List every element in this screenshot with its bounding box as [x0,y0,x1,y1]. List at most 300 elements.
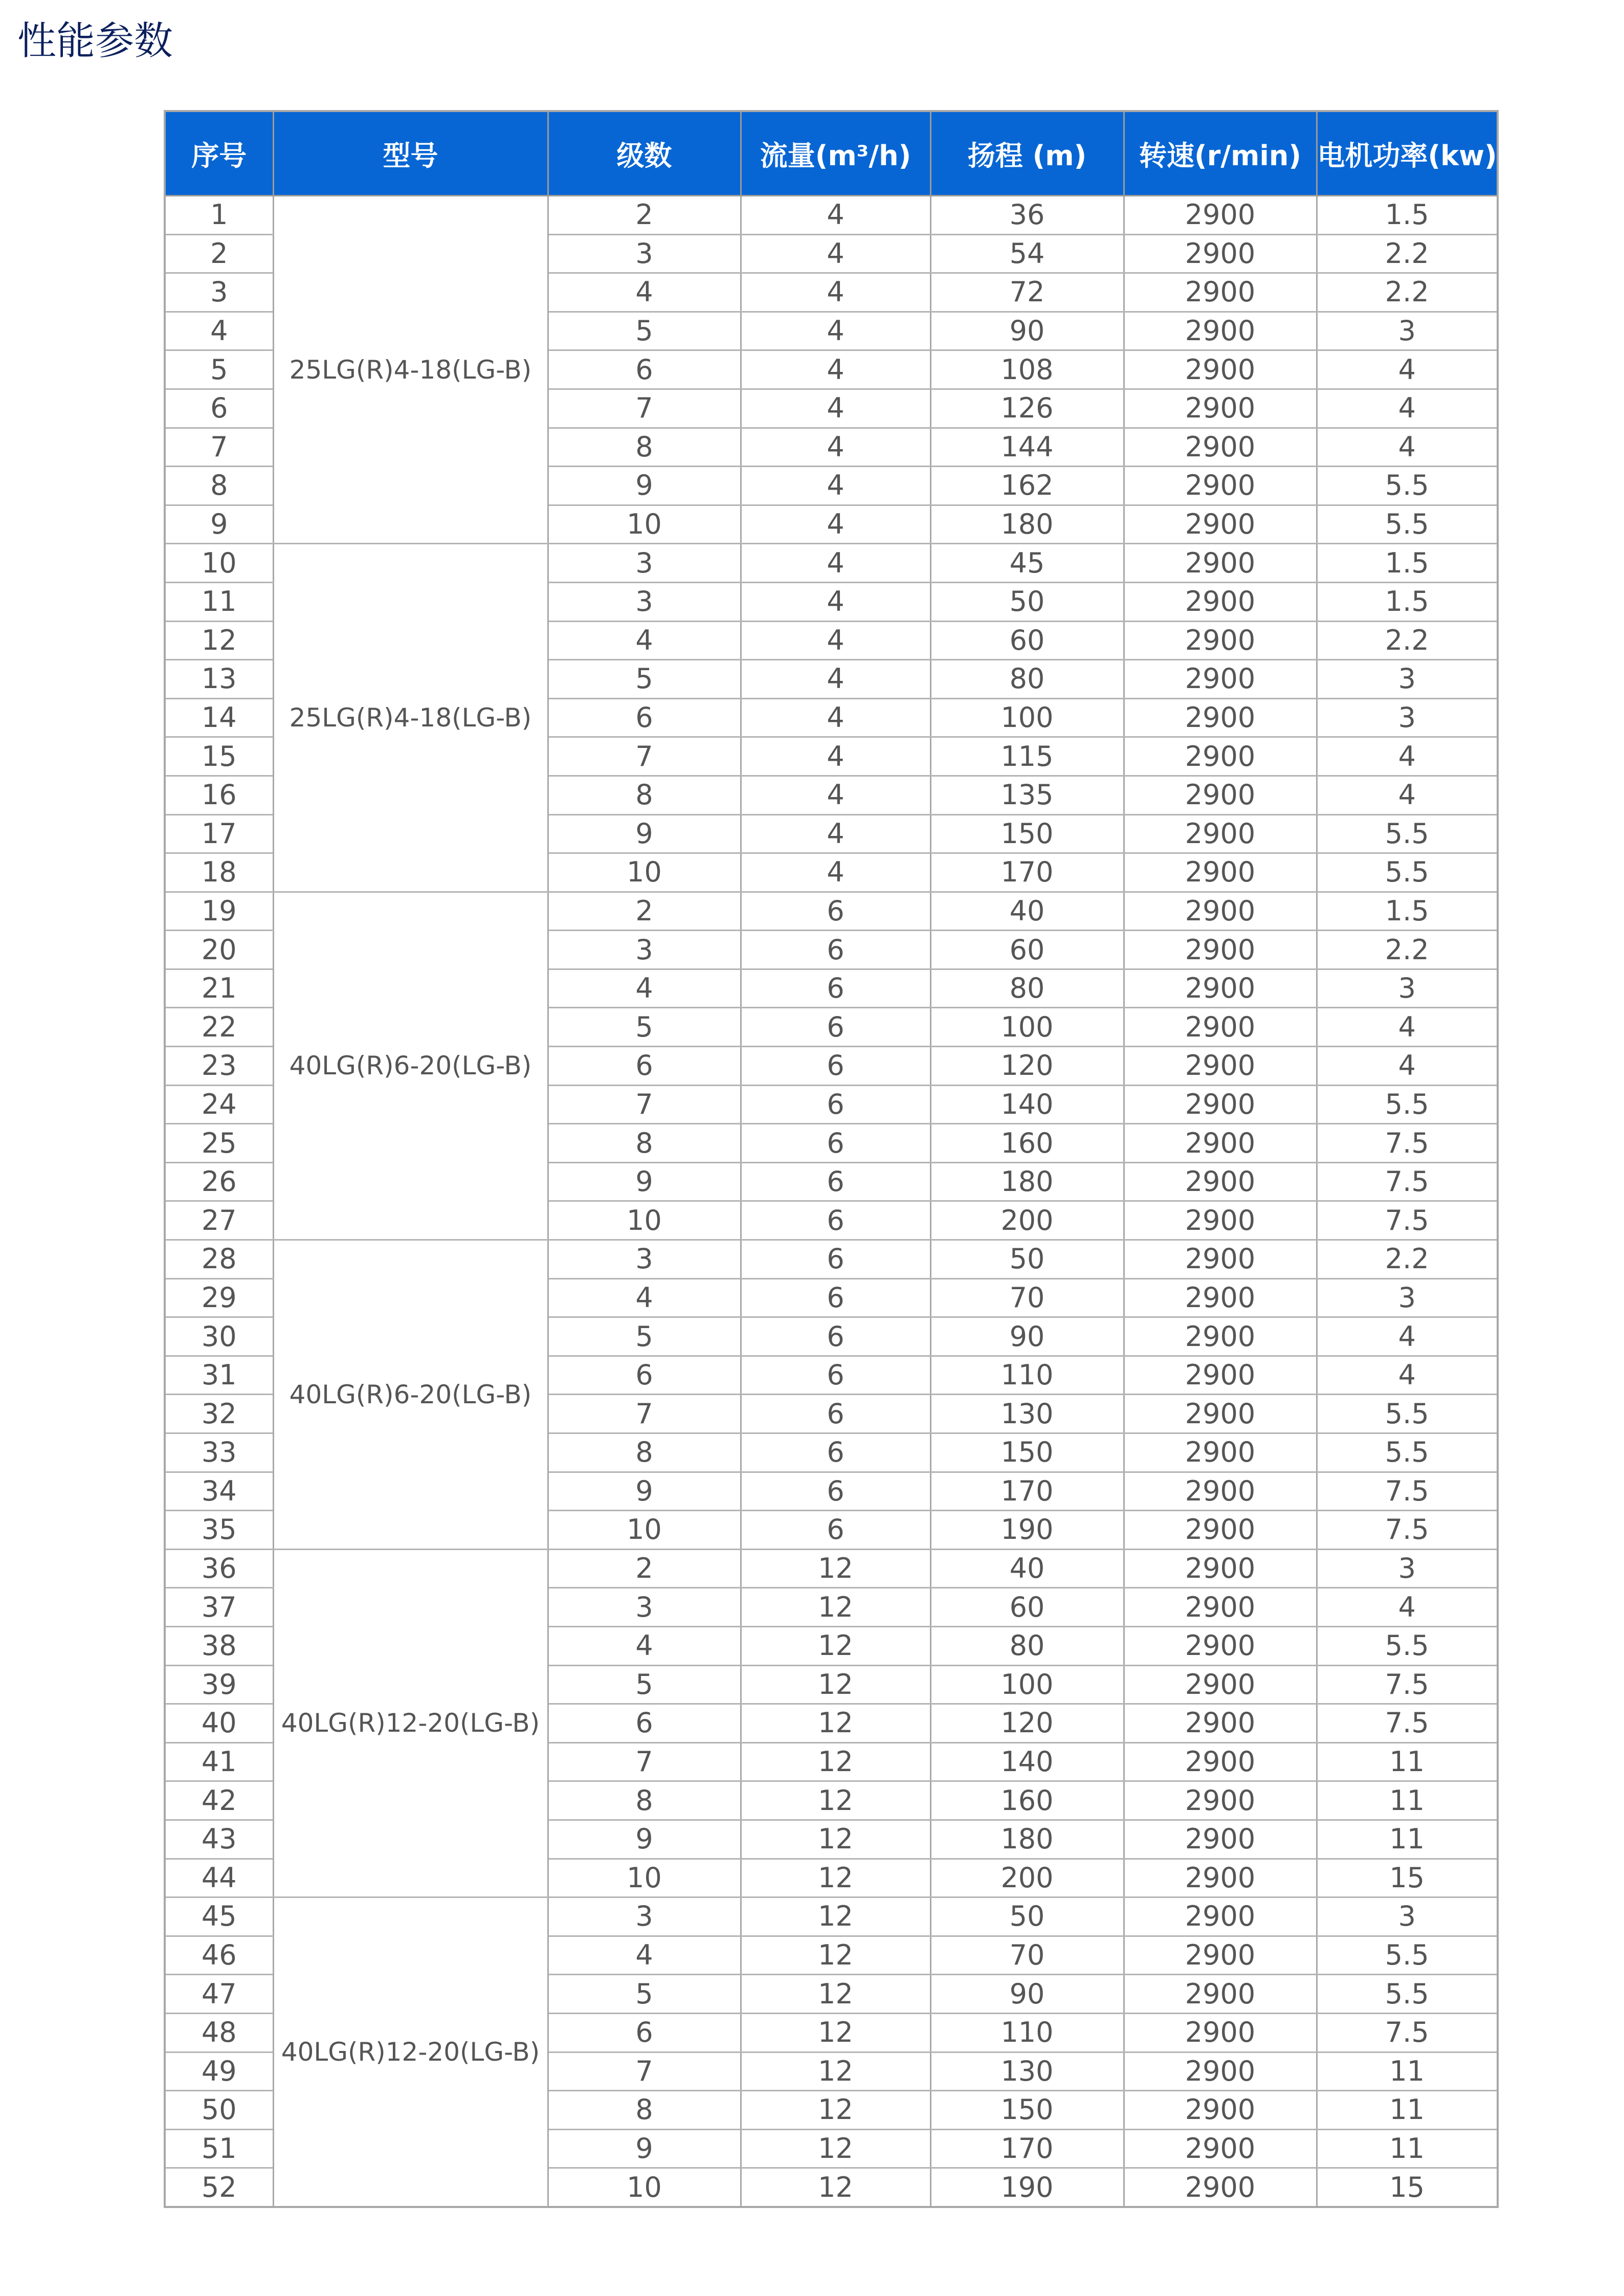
power-cell: 7.5 [1317,1511,1498,1550]
power-cell: 2.2 [1317,621,1498,660]
row-number: 33 [165,1433,273,1472]
speed-cell: 2900 [1124,1704,1317,1743]
speed-cell: 2900 [1124,1742,1317,1781]
head-cell: 200 [930,1859,1124,1897]
table-row [165,892,1498,931]
head-cell: 120 [930,1704,1124,1743]
power-cell: 5.5 [1317,1085,1498,1124]
head-cell: 40 [930,1549,1124,1588]
flow-cell: 12 [741,1549,930,1588]
flow-cell: 4 [741,505,930,544]
row-number: 18 [165,853,273,892]
head-cell: 130 [930,1395,1124,1433]
stages-cell: 7 [548,389,741,428]
speed-cell: 2900 [1124,1433,1317,1472]
head-cell: 50 [930,1897,1124,1936]
speed-cell: 2900 [1124,1820,1317,1859]
speed-cell: 2900 [1124,1936,1317,1975]
speed-cell: 2900 [1124,2168,1317,2207]
flow-cell: 4 [741,196,930,235]
head-cell: 72 [930,273,1124,312]
row-number: 26 [165,1162,273,1201]
row-number: 40 [165,1704,273,1743]
stages-cell: 8 [548,1433,741,1472]
flow-cell: 12 [741,1975,930,2014]
row-number: 20 [165,931,273,969]
speed-cell: 2900 [1124,273,1317,312]
flow-cell: 12 [741,1820,930,1859]
speed-cell: 2900 [1124,1626,1317,1665]
header-stages: 级数 [548,111,741,196]
power-cell: 11 [1317,1820,1498,1859]
flow-cell: 4 [741,234,930,273]
head-cell: 180 [930,505,1124,544]
head-cell: 130 [930,2052,1124,2091]
head-cell: 170 [930,853,1124,892]
power-cell: 1.5 [1317,582,1498,621]
power-cell: 11 [1317,2091,1498,2130]
speed-cell: 2900 [1124,814,1317,853]
stages-cell: 4 [548,1278,741,1317]
stages-cell: 6 [548,350,741,389]
flow-cell: 6 [741,1162,930,1201]
flow-cell: 12 [741,1626,930,1665]
head-cell: 150 [930,1433,1124,1472]
power-cell: 7.5 [1317,1124,1498,1163]
stages-cell: 3 [548,1240,741,1279]
head-cell: 100 [930,1665,1124,1704]
power-cell: 5.5 [1317,853,1498,892]
speed-cell: 2900 [1124,544,1317,583]
head-cell: 70 [930,1936,1124,1975]
speed-cell: 2900 [1124,582,1317,621]
power-cell: 4 [1317,1588,1498,1627]
speed-cell: 2900 [1124,1085,1317,1124]
speed-cell: 2900 [1124,389,1317,428]
speed-cell: 2900 [1124,1047,1317,1086]
head-cell: 45 [930,544,1124,583]
row-number: 52 [165,2168,273,2207]
row-number: 43 [165,1820,273,1859]
stages-cell: 6 [548,1704,741,1743]
flow-cell: 12 [741,1588,930,1627]
stages-cell: 9 [548,814,741,853]
row-number: 22 [165,1008,273,1047]
row-number: 45 [165,1897,273,1936]
model-cell: 25LG(R)4-18(LG-B) [273,196,548,544]
power-cell: 4 [1317,1356,1498,1395]
page-title: 性能参数 [17,18,173,63]
row-number: 29 [165,1278,273,1317]
power-cell: 15 [1317,2168,1498,2207]
flow-cell: 4 [741,776,930,814]
table-row [165,196,1498,235]
flow-cell: 6 [741,969,930,1008]
head-cell: 110 [930,1356,1124,1395]
row-number: 14 [165,698,273,737]
row-number: 24 [165,1085,273,1124]
head-cell: 90 [930,312,1124,350]
power-cell: 3 [1317,698,1498,737]
flow-cell: 6 [741,931,930,969]
row-number: 31 [165,1356,273,1395]
power-cell: 5.5 [1317,1975,1498,2014]
head-cell: 170 [930,2129,1124,2168]
power-cell: 7.5 [1317,2013,1498,2052]
flow-cell: 4 [741,312,930,350]
head-cell: 150 [930,814,1124,853]
flow-cell: 4 [741,582,930,621]
row-number: 8 [165,467,273,505]
power-cell: 2.2 [1317,273,1498,312]
stages-cell: 7 [548,1395,741,1433]
speed-cell: 2900 [1124,1395,1317,1433]
flow-cell: 12 [741,1859,930,1897]
row-number: 37 [165,1588,273,1627]
speed-cell: 2900 [1124,2052,1317,2091]
stages-cell: 6 [548,698,741,737]
power-cell: 4 [1317,350,1498,389]
power-cell: 7.5 [1317,1704,1498,1743]
speed-cell: 2900 [1124,1240,1317,1279]
flow-cell: 4 [741,389,930,428]
flow-cell: 12 [741,2013,930,2052]
speed-cell: 2900 [1124,1511,1317,1550]
table-row [165,1549,1498,1588]
power-cell: 4 [1317,428,1498,467]
power-cell: 4 [1317,1047,1498,1086]
power-cell: 5.5 [1317,1433,1498,1472]
flow-cell: 12 [741,1781,930,1820]
head-cell: 190 [930,2168,1124,2207]
stages-cell: 6 [548,1047,741,1086]
head-cell: 60 [930,1588,1124,1627]
flow-cell: 4 [741,428,930,467]
flow-cell: 12 [741,2129,930,2168]
head-cell: 50 [930,1240,1124,1279]
power-cell: 7.5 [1317,1665,1498,1704]
speed-cell: 2900 [1124,1975,1317,2014]
row-number: 9 [165,505,273,544]
power-cell: 5.5 [1317,467,1498,505]
head-cell: 90 [930,1975,1124,2014]
row-number: 3 [165,273,273,312]
speed-cell: 2900 [1124,467,1317,505]
speed-cell: 2900 [1124,698,1317,737]
stages-cell: 4 [548,1626,741,1665]
head-cell: 70 [930,1278,1124,1317]
table-body [165,196,1498,2207]
header-speed: 转速(r/min) [1124,111,1317,196]
flow-cell: 6 [741,1472,930,1511]
flow-cell: 12 [741,1742,930,1781]
flow-cell: 4 [741,621,930,660]
row-number: 48 [165,2013,273,2052]
stages-cell: 8 [548,428,741,467]
flow-cell: 4 [741,350,930,389]
speed-cell: 2900 [1124,621,1317,660]
head-cell: 140 [930,1085,1124,1124]
stages-cell: 9 [548,1162,741,1201]
speed-cell: 2900 [1124,969,1317,1008]
head-cell: 80 [930,1626,1124,1665]
row-number: 51 [165,2129,273,2168]
speed-cell: 2900 [1124,196,1317,235]
power-cell: 7.5 [1317,1162,1498,1201]
head-cell: 140 [930,1742,1124,1781]
flow-cell: 12 [741,1936,930,1975]
stages-cell: 7 [548,2052,741,2091]
head-cell: 50 [930,582,1124,621]
stages-cell: 5 [548,1008,741,1047]
stages-cell: 8 [548,776,741,814]
head-cell: 60 [930,621,1124,660]
row-number: 35 [165,1511,273,1550]
power-cell: 4 [1317,1317,1498,1356]
row-number: 39 [165,1665,273,1704]
stages-cell: 4 [548,969,741,1008]
head-cell: 110 [930,2013,1124,2052]
row-number: 47 [165,1975,273,2014]
stages-cell: 10 [548,1859,741,1897]
flow-cell: 6 [741,1317,930,1356]
speed-cell: 2900 [1124,1897,1317,1936]
row-number: 11 [165,582,273,621]
row-number: 15 [165,737,273,776]
flow-cell: 6 [741,1356,930,1395]
row-number: 12 [165,621,273,660]
performance-table [164,110,1499,2208]
row-number: 16 [165,776,273,814]
stages-cell: 3 [548,1897,741,1936]
header-head: 扬程 (m) [930,111,1124,196]
power-cell: 3 [1317,1897,1498,1936]
stages-cell: 5 [548,1975,741,2014]
power-cell: 3 [1317,312,1498,350]
head-cell: 100 [930,1008,1124,1047]
power-cell: 11 [1317,2129,1498,2168]
head-cell: 170 [930,1472,1124,1511]
power-cell: 3 [1317,1549,1498,1588]
speed-cell: 2900 [1124,1472,1317,1511]
row-number: 25 [165,1124,273,1163]
speed-cell: 2900 [1124,1162,1317,1201]
speed-cell: 2900 [1124,1317,1317,1356]
speed-cell: 2900 [1124,1201,1317,1240]
power-cell: 4 [1317,737,1498,776]
row-number: 5 [165,350,273,389]
flow-cell: 6 [741,1240,930,1279]
power-cell: 3 [1317,969,1498,1008]
stages-cell: 2 [548,196,741,235]
stages-cell: 10 [548,505,741,544]
stages-cell: 10 [548,2168,741,2207]
row-number: 36 [165,1549,273,1588]
stages-cell: 5 [548,1665,741,1704]
power-cell: 2.2 [1317,1240,1498,1279]
speed-cell: 2900 [1124,660,1317,699]
stages-cell: 10 [548,853,741,892]
power-cell: 2.2 [1317,234,1498,273]
flow-cell: 12 [741,2091,930,2130]
flow-cell: 12 [741,2168,930,2207]
stages-cell: 5 [548,1317,741,1356]
head-cell: 100 [930,698,1124,737]
stages-cell: 2 [548,1549,741,1588]
head-cell: 120 [930,1047,1124,1086]
power-cell: 1.5 [1317,544,1498,583]
flow-cell: 6 [741,1433,930,1472]
flow-cell: 6 [741,1047,930,1086]
row-number: 32 [165,1395,273,1433]
head-cell: 190 [930,1511,1124,1550]
row-number: 17 [165,814,273,853]
stages-cell: 5 [548,312,741,350]
speed-cell: 2900 [1124,2013,1317,2052]
flow-cell: 6 [741,1201,930,1240]
power-cell: 2.2 [1317,931,1498,969]
stages-cell: 9 [548,467,741,505]
header-no: 序号 [165,111,273,196]
stages-cell: 7 [548,737,741,776]
power-cell: 1.5 [1317,892,1498,931]
flow-cell: 6 [741,1278,930,1317]
stages-cell: 9 [548,1472,741,1511]
row-number: 44 [165,1859,273,1897]
speed-cell: 2900 [1124,1859,1317,1897]
head-cell: 180 [930,1162,1124,1201]
row-number: 41 [165,1742,273,1781]
row-number: 27 [165,1201,273,1240]
stages-cell: 8 [548,2091,741,2130]
power-cell: 7.5 [1317,1201,1498,1240]
stages-cell: 7 [548,1085,741,1124]
power-cell: 1.5 [1317,196,1498,235]
power-cell: 3 [1317,1278,1498,1317]
flow-cell: 12 [741,2052,930,2091]
table-row [165,544,1498,583]
head-cell: 80 [930,660,1124,699]
head-cell: 40 [930,892,1124,931]
row-number: 7 [165,428,273,467]
head-cell: 80 [930,969,1124,1008]
stages-cell: 9 [548,1820,741,1859]
stages-cell: 2 [548,892,741,931]
stages-cell: 4 [548,621,741,660]
speed-cell: 2900 [1124,853,1317,892]
model-cell: 40LG(R)12-20(LG-B) [273,1549,548,1897]
stages-cell: 3 [548,1588,741,1627]
speed-cell: 2900 [1124,1356,1317,1395]
head-cell: 162 [930,467,1124,505]
flow-cell: 4 [741,853,930,892]
head-cell: 126 [930,389,1124,428]
speed-cell: 2900 [1124,737,1317,776]
speed-cell: 2900 [1124,1008,1317,1047]
stages-cell: 3 [548,234,741,273]
row-number: 6 [165,389,273,428]
head-cell: 54 [930,234,1124,273]
flow-cell: 6 [741,1511,930,1550]
speed-cell: 2900 [1124,505,1317,544]
flow-cell: 12 [741,1704,930,1743]
power-cell: 4 [1317,1008,1498,1047]
speed-cell: 2900 [1124,892,1317,931]
power-cell: 5.5 [1317,1395,1498,1433]
speed-cell: 2900 [1124,2091,1317,2130]
head-cell: 135 [930,776,1124,814]
row-number: 23 [165,1047,273,1086]
speed-cell: 2900 [1124,1278,1317,1317]
table-header [165,111,1498,196]
power-cell: 11 [1317,1781,1498,1820]
flow-cell: 12 [741,1665,930,1704]
head-cell: 36 [930,196,1124,235]
flow-cell: 4 [741,814,930,853]
head-cell: 200 [930,1201,1124,1240]
flow-cell: 4 [741,273,930,312]
speed-cell: 2900 [1124,428,1317,467]
row-number: 21 [165,969,273,1008]
flow-cell: 6 [741,1085,930,1124]
row-number: 4 [165,312,273,350]
row-number: 38 [165,1626,273,1665]
speed-cell: 2900 [1124,1588,1317,1627]
row-number: 1 [165,196,273,235]
stages-cell: 6 [548,1356,741,1395]
speed-cell: 2900 [1124,1781,1317,1820]
flow-cell: 4 [741,737,930,776]
head-cell: 60 [930,931,1124,969]
speed-cell: 2900 [1124,1665,1317,1704]
head-cell: 150 [930,2091,1124,2130]
power-cell: 7.5 [1317,1472,1498,1511]
row-number: 19 [165,892,273,931]
flow-cell: 6 [741,1008,930,1047]
header-row [165,111,1498,196]
power-cell: 5.5 [1317,1626,1498,1665]
row-number: 30 [165,1317,273,1356]
speed-cell: 2900 [1124,931,1317,969]
stages-cell: 8 [548,1781,741,1820]
stages-cell: 6 [548,2013,741,2052]
head-cell: 160 [930,1781,1124,1820]
stages-cell: 9 [548,2129,741,2168]
power-cell: 3 [1317,660,1498,699]
model-cell: 40LG(R)12-20(LG-B) [273,1897,548,2207]
head-cell: 90 [930,1317,1124,1356]
row-number: 46 [165,1936,273,1975]
stages-cell: 5 [548,660,741,699]
power-cell: 5.5 [1317,1936,1498,1975]
stages-cell: 3 [548,582,741,621]
speed-cell: 2900 [1124,312,1317,350]
speed-cell: 2900 [1124,776,1317,814]
head-cell: 115 [930,737,1124,776]
table-row [165,1240,1498,1279]
head-cell: 180 [930,1820,1124,1859]
stages-cell: 8 [548,1124,741,1163]
speed-cell: 2900 [1124,234,1317,273]
model-cell: 25LG(R)4-18(LG-B) [273,544,548,892]
model-cell: 40LG(R)6-20(LG-B) [273,892,548,1240]
head-cell: 160 [930,1124,1124,1163]
stages-cell: 10 [548,1201,741,1240]
flow-cell: 12 [741,1897,930,1936]
row-number: 49 [165,2052,273,2091]
flow-cell: 4 [741,544,930,583]
stages-cell: 4 [548,1936,741,1975]
